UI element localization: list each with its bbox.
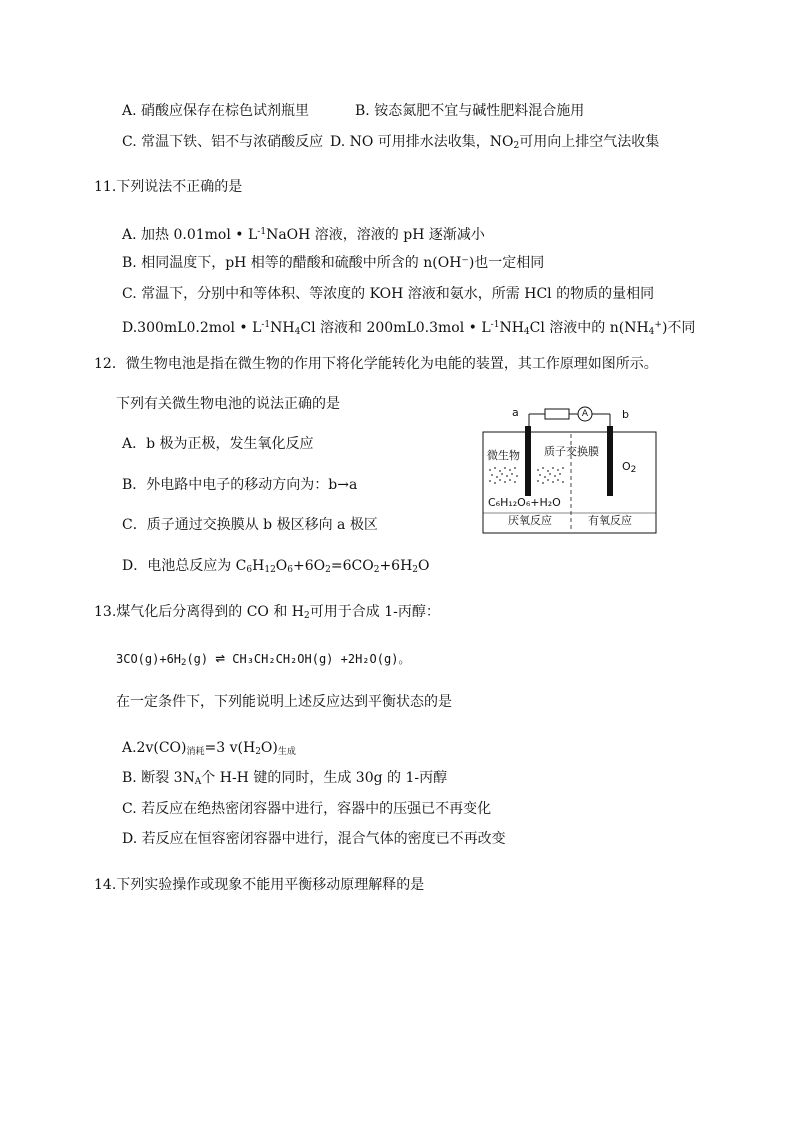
q10-option-d: D. NO 可用排水法收集，$NO_2$可用向上排空气法收集 xyxy=(330,134,660,151)
aerobic-label: 有氧反应 xyxy=(588,514,632,527)
q12-stem: 12．微生物电池是指在微生物的作用下将化学能转化为电能的装置，其工作原理如图所示。 xyxy=(94,356,658,372)
q12-option-c: C．质子通过交换膜从 b 极区移向 a 极区 xyxy=(122,517,378,533)
q13-option-d: D. 若反应在恒容密闭容器中进行，混合气体的密度已不再改变 xyxy=(122,831,506,847)
label-b: b xyxy=(622,408,629,421)
microbe-dots-left xyxy=(489,467,518,484)
q13-sub-stem: 在一定条件下，下列能说明上述反应达到平衡状态的是 xyxy=(116,694,452,710)
o2-label: $O_2$ xyxy=(622,460,637,475)
q11-option-b: B. 相同温度下，pH 相等的醋酸和硫酸中所含的 n(OH⁻)也一定相同 xyxy=(122,255,545,271)
q12-option-a: A．b 极为正极，发生氧化反应 xyxy=(122,436,314,452)
q12-option-b: B．外电路中电子的移动方向为：b→a xyxy=(122,477,358,493)
equilibrium-arrow-icon: ⇌ xyxy=(215,648,226,667)
microbe-label: 微生物 xyxy=(487,449,520,462)
electrode-b xyxy=(607,426,613,496)
microbe-dots-middle xyxy=(537,467,564,484)
q13-option-b: B. 断裂 $3N_A$个 H-H 键的同时，生成 30g 的 1-丙醇 xyxy=(122,770,448,787)
q12-sub-stem: 下列有关微生物电池的说法正确的是 xyxy=(116,396,340,412)
q11-option-d: D.300mL0.2mol • $L^{-1}NH_4Cl$ 溶液和 200mL0.3mol • $L^{-1}NH_4Cl$ 溶液中的 $n(NH_4^+)$不同 xyxy=(122,320,696,337)
q13-stem: 13.煤气化后分离得到的 CO 和 $H_2$可用于合成 1-丙醇： xyxy=(94,604,440,621)
q11-stem: 11.下列说法不正确的是 xyxy=(94,179,243,195)
glucose-label: C₆H₁₂O₆+H₂O xyxy=(488,496,561,509)
q10-option-b: B. 铵态氮肥不宜与碱性肥料混合施用 xyxy=(355,103,585,119)
electrode-a xyxy=(525,426,531,496)
q14-stem: 14.下列实验操作或现象不能用平衡移动原理解释的是 xyxy=(94,877,425,893)
q11-option-a: A. 加热 0.01mol • $L^{-1}NaOH$ 溶液，溶液的 pH 逐渐减小 xyxy=(122,227,485,243)
ammeter-label: A xyxy=(581,409,589,419)
q10-option-a: A. 硝酸应保存在棕色试剂瓶里 xyxy=(122,103,310,119)
membrane-label: 质子交换膜 xyxy=(544,445,599,458)
resistor-icon xyxy=(545,409,569,419)
q13-option-a: $A.2v(CO)_{消耗}=3$ $v(H_2O)_{生成}$ xyxy=(122,740,296,757)
microbial-cell-diagram xyxy=(474,402,660,538)
q12-option-d: D．电池总反应为 $C_6H_{12}O_6+6O_2=6CO_2+6H_2O$ xyxy=(122,558,430,575)
q11-option-c: C. 常温下，分别中和等体积、等浓度的 KOH 溶液和氨水，所需 HCl 的物质的量相同 xyxy=(122,286,655,302)
q13-equation: $3CO(g)+6H_2(g)$ ⇌ CH₃CH₂CH₂OH(g) +2H₂O(g)。 xyxy=(116,648,411,668)
anaerobic-label: 厌氧反应 xyxy=(508,514,552,527)
label-a: a xyxy=(512,406,519,419)
q13-option-c: C. 若反应在绝热密闭容器中进行，容器中的压强已不再变化 xyxy=(122,801,492,817)
q10-option-c: C. 常温下铁、铝不与浓硝酸反应 xyxy=(122,134,324,150)
